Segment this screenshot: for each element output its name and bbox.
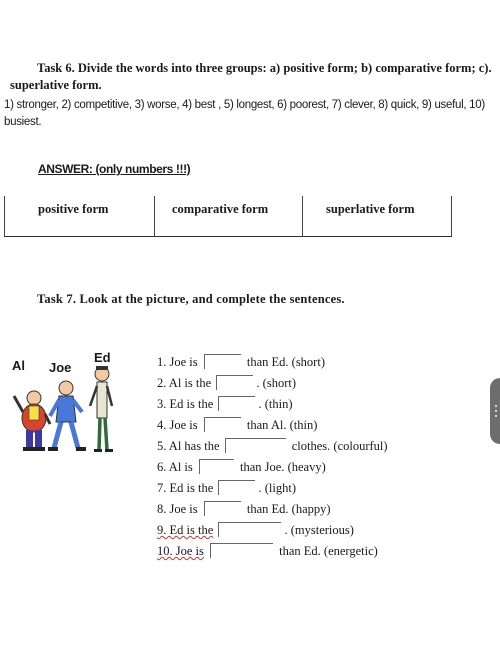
cartoon-picture <box>4 350 134 460</box>
joe-figure <box>48 381 86 451</box>
answer-column-superlative[interactable] <box>302 196 452 236</box>
sentence-text-after: . (light) <box>258 481 296 495</box>
sentence-text-before: 9. Ed is the <box>157 523 214 537</box>
name-label-ed: Ed <box>94 350 111 365</box>
answer-blank[interactable] <box>218 396 255 411</box>
ed-figure <box>90 366 113 452</box>
answer-column-comparative[interactable] <box>154 196 302 236</box>
sentence-text-after: . (mysterious) <box>284 523 354 537</box>
sentence-7 <box>157 479 296 497</box>
side-panel-handle[interactable] <box>490 378 500 444</box>
al-figure <box>14 391 50 451</box>
sentence-9 <box>157 521 354 539</box>
answer-blank[interactable] <box>216 375 253 390</box>
sentence-text-before: 10. Joe is <box>157 544 204 558</box>
answer-label: ANSWER: (only numbers !!!) <box>38 162 191 176</box>
sentence-text-before: 1. Joe is <box>157 355 198 369</box>
sentence-3 <box>157 395 293 413</box>
sentence-text-after: clothes. (colourful) <box>291 439 388 453</box>
answer-blank[interactable] <box>218 522 281 537</box>
sentence-text-after: than Ed. (happy) <box>246 502 331 516</box>
sentence-6 <box>157 458 326 476</box>
sentence-text-after: than Al. (thin) <box>246 418 318 432</box>
sentence-4 <box>157 416 317 434</box>
sentence-text-after: than Ed. (energetic) <box>279 544 378 558</box>
name-label-al: Al <box>12 358 25 373</box>
answer-column-positive[interactable] <box>4 196 154 236</box>
sentence-text-after: than Joe. (heavy) <box>240 460 326 474</box>
sentence-5 <box>157 437 388 455</box>
answer-blank[interactable] <box>225 438 286 453</box>
answer-blank[interactable] <box>204 417 241 432</box>
sentence-8 <box>157 500 331 518</box>
task6-heading: Task 6. Divide the words into three groups: a) positive form; b) comparative form; c). superlative form. <box>10 61 492 92</box>
task6-word-list: 1) stronger, 2) competitive, 3) worse, 4) best , 5) longest, 6) poorest, 7) clever, 8) quick, 9) useful, 10) busiest. <box>4 99 485 128</box>
answer-blank[interactable] <box>218 480 255 495</box>
sentence-text-after: . (thin) <box>258 397 293 411</box>
task7-heading: Task 7. Look at the picture, and complete the sentences. <box>37 292 345 306</box>
column-header-positive: positive form <box>38 202 109 216</box>
answer-table <box>4 196 452 237</box>
answer-blank[interactable] <box>204 354 241 369</box>
sentence-text-before: 5. Al has the <box>157 439 220 453</box>
answer-blank[interactable] <box>199 459 234 474</box>
sentence-text-before: 7. Ed is the <box>157 481 214 495</box>
sentence-text-after: than Ed. (short) <box>246 355 325 369</box>
sentence-text-before: 8. Joe is <box>157 502 198 516</box>
answer-blank[interactable] <box>204 501 241 516</box>
sentence-text-after: . (short) <box>256 376 296 390</box>
sentence-1 <box>157 353 325 371</box>
sentence-10 <box>157 542 378 560</box>
column-header-comparative: comparative form <box>172 202 269 216</box>
sentence-2 <box>157 374 296 392</box>
three-men-illustration <box>4 350 134 460</box>
answer-blank[interactable] <box>210 543 273 558</box>
name-label-joe: Joe <box>49 360 72 375</box>
grip-icon <box>494 404 498 418</box>
column-header-superlative: superlative form <box>326 202 415 216</box>
sentence-text-before: 2. Al is the <box>157 376 212 390</box>
sentence-text-before: 4. Joe is <box>157 418 198 432</box>
sentence-text-before: 6. Al is <box>157 460 193 474</box>
sentence-text-before: 3. Ed is the <box>157 397 214 411</box>
